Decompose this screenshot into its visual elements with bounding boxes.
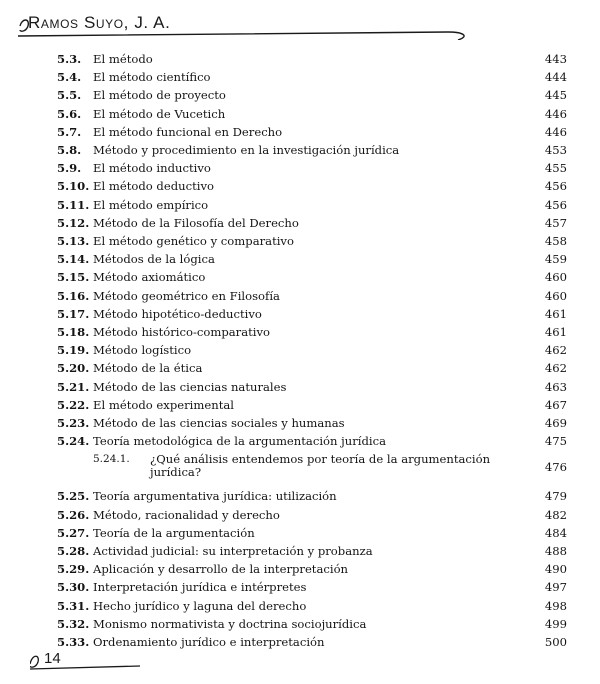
toc-entry [0, 250, 600, 268]
toc-entry-number: 5.19. [57, 343, 90, 358]
toc-entry-number: 5.10. [57, 179, 90, 194]
toc-entry-page: 462 [544, 361, 567, 376]
toc-entry-page: 475 [544, 434, 567, 449]
toc-entry-page: 455 [544, 161, 567, 176]
toc-entry-page: 461 [544, 325, 567, 339]
toc-entry-title: Teoría argumentativa jurídica: utilización [93, 489, 337, 504]
toc-entry [0, 615, 600, 633]
toc-entry-title: El método inductivo [93, 161, 211, 176]
toc-entry-page: 461 [544, 306, 567, 321]
toc-entry-number: 5.29. [57, 562, 90, 577]
toc-entry-title: Método logístico [93, 343, 192, 358]
toc-entry-page: 463 [544, 379, 567, 394]
toc-entry-title: Actividad judicial: su interpretación y probanza [93, 544, 373, 558]
toc-entry [0, 396, 600, 414]
toc-entry-number: 5.30. [57, 580, 90, 595]
toc-entry-title: Teoría de la argumentación [93, 525, 255, 540]
toc-entry-page: 460 [544, 288, 567, 303]
toc-entry-page: 443 [544, 52, 567, 66]
toc-entry-title: El método científico [93, 70, 211, 85]
toc-entry [0, 159, 600, 177]
toc-entry-title: Método hipotético-deductivo [93, 306, 262, 321]
toc-entry-title: Monismo normativista y doctrina sociojurídica [93, 616, 367, 631]
toc-entry-page: 479 [544, 489, 567, 504]
toc-entry-number: 5.20. [57, 361, 90, 376]
toc-entry-page: 497 [544, 580, 567, 595]
running-head-author: Ramos Suyo, J. A. [28, 13, 171, 32]
toc-entry [0, 524, 600, 542]
toc-entry-page: 458 [544, 234, 567, 248]
toc-entry [0, 378, 600, 396]
toc-entry [0, 506, 600, 524]
toc-entry-page: 446 [544, 106, 567, 121]
toc-entry-number: 5.5. [57, 88, 82, 103]
toc-entry-page: 500 [544, 635, 567, 649]
toc-entry-title: Método, racionalidad y derecho [93, 507, 280, 522]
toc-entry-number: 5.3. [57, 52, 82, 66]
toc-entry-number: 5.24.1. [93, 453, 130, 466]
toc-entry [0, 432, 600, 450]
toc-entry-title: Método de la Filosofía del Derecho [93, 215, 299, 230]
toc-entry-number: 5.15. [57, 270, 90, 285]
toc-entry-title: Método de las ciencias naturales [93, 379, 287, 394]
toc-entry-page: 460 [544, 270, 567, 285]
toc-entry [0, 123, 600, 141]
toc-entry-page: 456 [544, 179, 567, 194]
toc-entry-title: El método experimental [93, 397, 234, 412]
toc-entry-page: 462 [544, 343, 567, 358]
toc-entry-title: El método genético y comparativo [93, 234, 294, 248]
toc-entry [0, 141, 600, 159]
toc-entry [0, 633, 600, 651]
toc-entry-page: 469 [544, 416, 567, 430]
toc-entry [0, 487, 600, 505]
page-number: 14 [44, 650, 61, 667]
toc-entry-page: 453 [544, 143, 567, 157]
toc-entry [0, 359, 600, 377]
toc-entry-title: Ordenamiento jurídico e interpretación [93, 635, 325, 649]
toc-entry [0, 268, 600, 286]
toc-entry-number: 5.13. [57, 234, 90, 248]
toc-entry-title: Métodos de la lógica [93, 252, 215, 267]
toc-entry-title: El método de Vucetich [93, 106, 226, 121]
toc-entry [0, 450, 600, 484]
toc-entry-number: 5.17. [57, 306, 90, 321]
toc-entry-number: 5.8. [57, 143, 82, 157]
page-footer [40, 650, 160, 670]
toc-entry-title: Aplicación y desarrollo de la interpretación [93, 562, 349, 577]
toc-entry-number: 5.33. [57, 635, 90, 649]
toc-entry-title: Método de las ciencias sociales y humanas [93, 416, 345, 430]
toc-entry-number: 5.7. [57, 124, 82, 139]
toc-entry-title: Método axiomático [93, 270, 206, 285]
toc-entry-number: 5.6. [57, 106, 82, 121]
toc-entry [0, 196, 600, 214]
toc-entry [0, 323, 600, 341]
toc-entry-number: 5.21. [57, 379, 90, 394]
toc-entry-title: El método empírico [93, 197, 209, 212]
toc-entry [0, 560, 600, 578]
toc-entry-number: 5.24. [57, 434, 90, 449]
toc-entry-number: 5.18. [57, 325, 90, 339]
toc-entry-page: 444 [544, 70, 567, 85]
toc-entry [0, 305, 600, 323]
toc-entry-title: ¿Qué análisis entendemos por teoría de la argumentación jurídica? [150, 452, 491, 480]
toc-entry [0, 86, 600, 104]
toc-entry-number: 5.12. [57, 215, 90, 230]
toc-entry-title: Método y procedimiento en la investigación jurídica [93, 143, 400, 157]
toc-entry-number: 5.25. [57, 489, 90, 504]
toc-entry-page: 459 [544, 252, 567, 267]
toc-entry-title: El método deductivo [93, 179, 214, 194]
toc-entry-number: 5.16. [57, 288, 90, 303]
toc-entry-number: 5.14. [57, 252, 90, 267]
toc-entry-number: 5.28. [57, 544, 90, 558]
toc-entry-number: 5.4. [57, 70, 82, 85]
toc-entry [0, 177, 600, 195]
toc-entry [0, 50, 600, 68]
toc-entry-page: 457 [544, 215, 567, 230]
toc-entry-page: 499 [544, 616, 567, 631]
toc-entry [0, 542, 600, 560]
toc-entry [0, 597, 600, 615]
toc-entry-number: 5.11. [57, 197, 90, 212]
toc-entry-number: 5.26. [57, 507, 90, 522]
toc-entry-title: El método funcional en Derecho [93, 124, 283, 139]
toc-entry-page: 445 [544, 88, 567, 103]
toc-entry-number: 5.32. [57, 616, 90, 631]
toc-entry-title: El método [93, 52, 153, 66]
toc-entry-page: 482 [544, 507, 567, 522]
toc-entry [0, 287, 600, 305]
toc-entry-page: 488 [544, 544, 567, 558]
toc-entry-page: 484 [544, 525, 567, 540]
toc-entry-title: Teoría metodológica de la argumentación jurídica [93, 434, 387, 449]
toc-entry-number: 5.27. [57, 525, 90, 540]
toc-entry-page: 476 [544, 460, 567, 475]
toc-entry [0, 414, 600, 432]
toc-entry-page: 490 [544, 562, 567, 577]
toc-entry [0, 105, 600, 123]
toc-entry-title: El método de proyecto [93, 88, 226, 103]
toc-entry-number: 5.23. [57, 416, 90, 430]
toc-entry [0, 214, 600, 232]
toc-entry [0, 578, 600, 596]
toc-entry [0, 341, 600, 359]
toc-entry-page: 467 [544, 397, 567, 412]
toc-entry-page: 446 [544, 124, 567, 139]
toc-entry-title: Método de la ética [93, 361, 203, 376]
toc-entry-title: Interpretación jurídica e intérpretes [93, 580, 307, 595]
toc-entry-number: 5.31. [57, 598, 90, 613]
toc-entry-title: Método histórico-comparativo [93, 325, 271, 339]
toc-entry-number: 5.22. [57, 397, 90, 412]
toc-entry-title: Método geométrico en Filosofía [93, 288, 280, 303]
toc-entry [0, 232, 600, 250]
toc-entry [0, 68, 600, 86]
toc-entry-number: 5.9. [57, 161, 82, 176]
toc-entry-page: 456 [544, 197, 567, 212]
toc-entry-page: 498 [544, 598, 567, 613]
toc-entry-title: Hecho jurídico y laguna del derecho [93, 598, 307, 613]
